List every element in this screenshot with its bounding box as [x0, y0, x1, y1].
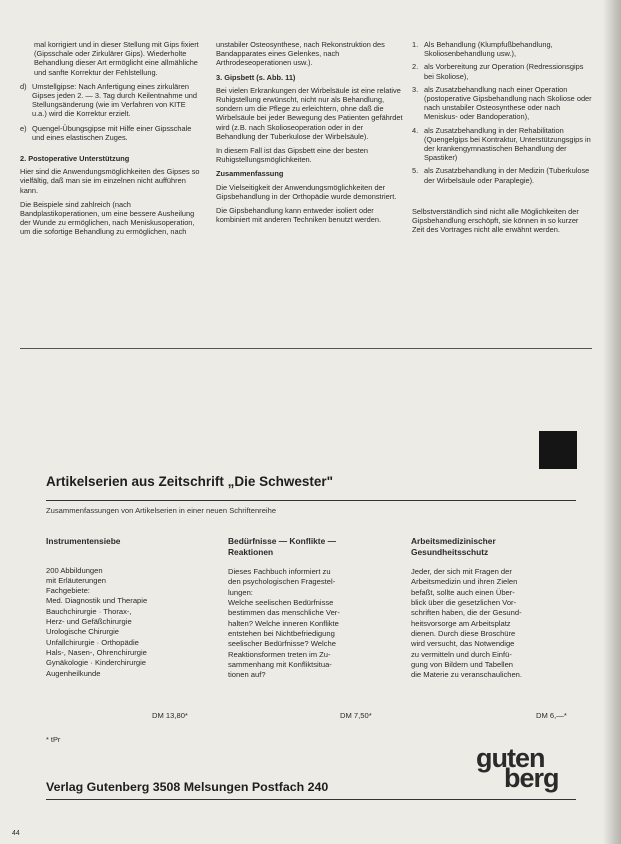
- paragraph: Bei vielen Erkrankungen der Wirbelsäule ist eine relative Ruhigstellung erwünscht, nicht nur als Behandlung, sondern um die Pflege zu erleichtern, ohne daß die Wirbelsäule bei jeder Bewegung des Patienten gefährdet wird (z.B. nach Skolioseoperation oder in der Behandlung der Tuberkulose der Wirbelsäule).: [216, 85, 403, 141]
- item-label: 1.: [412, 40, 419, 49]
- section-heading: 3. Gipsbett (s. Abb. 11): [216, 72, 296, 82]
- gutenberg-logo-top: guten: [476, 743, 545, 773]
- ad-text-line: seelischer Bedürfnisse? Welche: [228, 639, 336, 649]
- paragraph: Die Vielseitigkeit der Anwendungsmöglichkeiten der Gipsbehandlung in der Orthopädie wurde demonstriert.: [216, 182, 397, 201]
- ad-text-line: Hals-, Nasen-, Ohrenchirurgie: [46, 647, 147, 657]
- ad-text-line: 200 Abbildungen: [46, 565, 103, 575]
- list-item: [20, 124, 202, 142]
- ad-text-line: dienen. Durch diese Broschüre: [411, 628, 516, 638]
- ad-subtitle: Zusammenfassungen von Artikelserien in einer neuen Schriftenreihe: [46, 506, 277, 515]
- section-heading: Zusammenfassung: [216, 169, 284, 179]
- price-footnote: * tPr: [46, 735, 61, 744]
- list-item: [20, 82, 202, 119]
- list-item: [412, 40, 592, 58]
- price: DM 6,—*: [536, 711, 567, 720]
- page-number: 44: [12, 830, 20, 837]
- section-heading: 2. Postoperative Unterstützung: [20, 154, 130, 164]
- ad-text-line: Arbeitsmedizin und ihren Zielen: [411, 577, 518, 587]
- item-text: als Zusatzbehandlung nach einer Operation (postoperative Gipsbehandlung nach Skoliose oder nach unstabiler Osteosynthese oder nach Meniskus- oder Bandoperation),: [424, 84, 592, 122]
- list-item: [412, 62, 592, 80]
- item-label: 5.: [412, 166, 419, 176]
- footer-underline: [46, 799, 576, 800]
- ad-text-line: Welche seelischen Bedürfnisse: [228, 598, 334, 608]
- list-item: [412, 126, 592, 163]
- paragraph: Selbstverständlich sind nicht alle Möglichkeiten der Gipsbehandlung erschöpft, sie können in so kurzer Zeit des Vortrages nicht alle erwähnt werden.: [412, 206, 579, 235]
- ad-text-line: Augenheilkunde: [46, 668, 101, 678]
- ad-column-heading: Arbeitsmedizinischer Gesundheitsschutz: [411, 536, 496, 557]
- article-column-3: [412, 40, 592, 239]
- ad-title-underline: [46, 500, 576, 501]
- ad-column-lines: [228, 567, 398, 680]
- ad-text-line: Herz- und Gefäßchirurgie: [46, 617, 132, 627]
- ad-column-lines: [46, 566, 206, 679]
- ad-text-line: den psychologischen Fragestel-: [228, 577, 336, 587]
- ad-column-heading: Instrumentensiebe: [46, 536, 121, 546]
- ad-column-beduerfnisse: [228, 536, 398, 680]
- ad-text-line: Fachgebiete:: [46, 586, 90, 596]
- item-text: als Zusatzbehandlung in der Rehabilitation (Quengelgips bei Kontraktur, Unterstützungsgips in der krankengymnastischen Behandlung der Spastiker): [424, 125, 591, 163]
- list-item: [412, 166, 592, 184]
- ad-text-line: Med. Diagnostik und Therapie: [46, 596, 148, 606]
- ad-text-line: mit Erläuterungen: [46, 575, 106, 585]
- ad-text-line: Gynäkologie · Kinderchirurgie: [46, 658, 147, 668]
- item-text: als Zusatzbehandlung in der Medizin (Tuberkulose der Wirbelsäule oder Paraplegie).: [424, 166, 590, 185]
- item-label: 4.: [412, 125, 419, 135]
- page-edge-shadow: [603, 0, 621, 844]
- col2-continuation: unstabiler Osteosynthese, nach Rekonstruktion des Bandapparates eines Gelenkes, nach Arthrodeseoperationen usw.).: [216, 40, 385, 68]
- ad-text-line: tionen auf?: [228, 670, 266, 680]
- ad-title: Artikelserien aus Zeitschrift „Die Schwester": [46, 474, 334, 489]
- item-text: Quengel-Übungsgipse mit Hilfe einer Gipsschale und eines elastischen Zuges.: [32, 123, 192, 142]
- list-item: [412, 85, 592, 122]
- ad-text-line: die Materie zu veranschaulichen.: [411, 670, 523, 680]
- paragraph: Hier sind die Anwendungsmöglichkeiten des Gipses so vielfältig, daß man sie im einzelnen nicht aufführen kann.: [20, 167, 200, 195]
- ad-text-line: halten? Welche inneren Konflikte: [228, 618, 339, 628]
- ad-text-line: schriften haben, die der Gesund-: [411, 608, 522, 618]
- ad-text-line: bestimmen das menschliche Ver-: [228, 608, 340, 618]
- paragraph: Die Gipsbehandlung kann entweder isoliert oder kombiniert mit anderen Techniken benutzt werden.: [216, 206, 382, 225]
- ad-text-line: Dieses Fachbuch informiert zu: [228, 567, 331, 577]
- ad-text-line: befaßt, sollte auch einen Über-: [411, 587, 515, 597]
- decorative-black-square: [539, 431, 577, 469]
- ad-text-line: lungen:: [228, 587, 253, 597]
- ad-column-heading: Bedürfnisse — Konflikte — Reaktionen: [228, 536, 336, 557]
- gutenberg-logo-bottom: berg: [504, 763, 559, 793]
- ad-text-line: Urologische Chirurgie: [46, 627, 120, 637]
- item-label: e): [20, 123, 27, 133]
- price: DM 7,50*: [340, 711, 372, 720]
- ad-text-line: entstehen bei Nichtbefriedigung: [228, 628, 335, 638]
- item-label: 3.: [412, 84, 419, 94]
- ad-column-lines: [411, 567, 586, 680]
- section-divider: [20, 348, 592, 349]
- ad-text-line: heitsvorsorge am Arbeitsplatz: [411, 618, 511, 628]
- ad-text-line: Jeder, der sich mit Fragen der: [411, 567, 512, 577]
- col1-continuation: mal korrigiert und in dieser Stellung mit Gips fixiert (Gipsschale oder Zirkulärer Gips). Wiederholte Behandlung dieser Art ermöglicht eine allmähliche und sanfte Korrektur der Fehlstellung.: [34, 40, 199, 77]
- paragraph: Die Beispiele sind zahlreich (nach Bandplastikoperationen, um eine bessere Ausheilung der Wunde zu ermöglichen, nach Meniskusoperation, um die sofortige Behandlung zu ermöglichen, nach: [20, 199, 195, 237]
- article-column-1: [20, 40, 202, 242]
- ad-text-line: Unfallchirurgie · Orthopädie: [46, 637, 139, 647]
- item-text: Als Behandlung (Klumpfußbehandlung, Skoliosenbehandlung usw.),: [424, 40, 553, 59]
- ad-text-line: Reaktionsformen treten im Zu-: [228, 649, 331, 659]
- ad-text-line: zu vermitteln und durch Einfü-: [411, 649, 512, 659]
- article-column-2: [216, 40, 404, 229]
- item-label: 2.: [412, 62, 419, 72]
- item-text: als Vorbereitung zur Operation (Redressionsgips bei Skoliose),: [424, 62, 584, 81]
- item-label: d): [20, 81, 27, 91]
- ad-text-line: blick über die gesetzlichen Vor-: [411, 598, 517, 608]
- ad-text-line: gung von Bildern und Tabellen: [411, 659, 514, 669]
- ad-text-line: sammenhang mit Konfliktsitua-: [228, 659, 332, 669]
- price: DM 13,80*: [152, 711, 188, 720]
- ad-column-instrumentensiebe: [46, 536, 206, 679]
- publisher-address: Verlag Gutenberg 3508 Melsungen Postfach 240: [46, 780, 329, 794]
- ad-column-arbeitsmedizin: [411, 536, 586, 680]
- ad-text-line: wird versucht, das Notwendige: [411, 639, 515, 649]
- ad-text-line: Bauchchirurgie · Thorax-,: [46, 606, 132, 616]
- item-text: Umstellgipse: Nach Anfertigung eines zirkulären Gipses jeden 2. — 3. Tag durch Keilentnahme und Stellungsänderung (wie im Verfahren von KITE u.a.) wird die Korrektur erzielt.: [32, 81, 198, 119]
- paragraph: In diesem Fall ist das Gipsbett eine der besten Ruhigstellungsmöglichkeiten.: [216, 146, 368, 165]
